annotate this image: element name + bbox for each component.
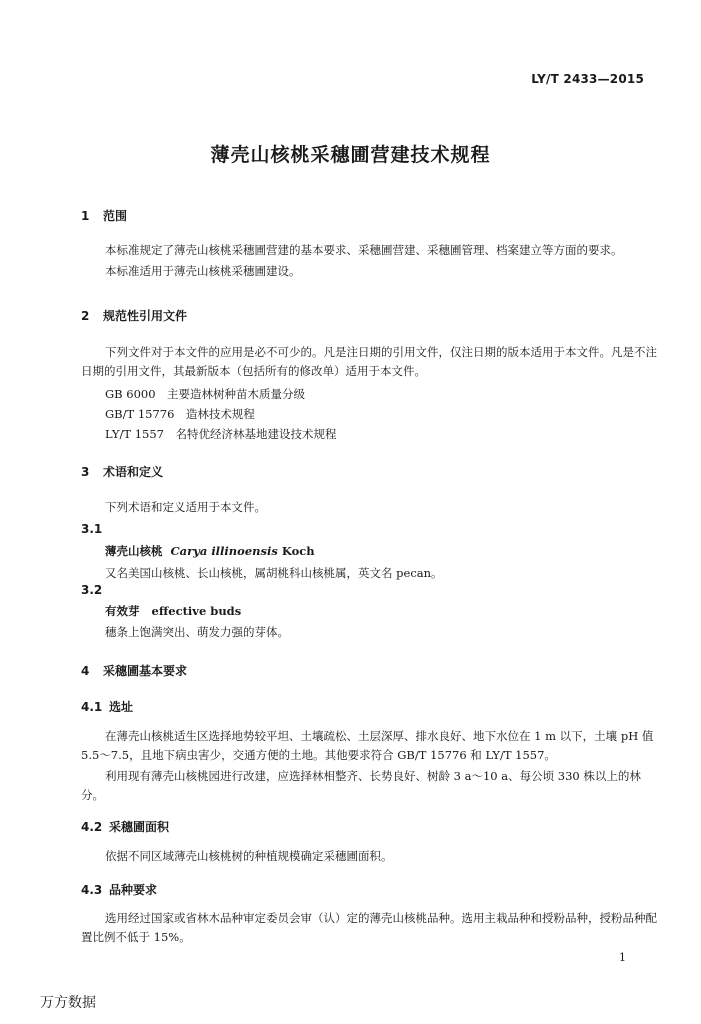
reference-item: GB/T 15776 造林技术规程 [105,407,255,421]
term-3-1-definition: 又名美国山核桃、长山核桃，属胡桃科山核桃属，英文名 pecan。 [105,566,443,580]
term-3-2-definition: 穗条上饱满突出、萌发力强的芽体。 [105,625,289,639]
section-number: 4.3 [81,883,103,897]
section-title: 采穗圃面积 [109,820,170,834]
section-2-heading [81,307,187,324]
document-title: 薄壳山核桃采穗圃营建技术规程 [210,144,491,166]
section-number: 2 [81,309,90,323]
section-3-heading [81,463,163,480]
section-4-1-paragraph-1 [81,727,661,765]
paragraph-text: 利用现有薄壳山核桃园进行改建，应选择林相整齐、长势良好、树龄 3 a～10 a、每公顷 330 株以上的林分。 [81,769,641,802]
section-number: 4.2 [81,820,103,834]
term-3-1-name [105,543,315,559]
section-4-1-heading [81,698,133,715]
term-author: Koch [281,544,315,558]
section-title: 采穗圃基本要求 [103,664,188,678]
paragraph-text: 依据不同区域薄壳山核桃树的种植规模确定采穗圃面积。 [105,849,393,863]
term-3-2-number: 3.2 [81,583,103,597]
section-title: 选址 [109,700,134,714]
section-title: 规范性引用文件 [103,309,188,323]
section-4-2-paragraph [81,847,661,866]
section-title: 范围 [103,209,128,223]
section-4-3-paragraph [81,909,661,947]
paragraph-text: 下列文件对于本文件的应用是必不可少的。凡是注日期的引用文件，仅注日期的版本适用于本文件。凡是不注日期的引用文件，其最新版本（包括所有的修改单）适用于本文件。 [81,345,657,378]
section-title: 品种要求 [109,883,158,897]
standard-code: LY/T 2433—2015 [531,72,644,86]
section-4-2-heading [81,818,169,835]
term-3-2-name [105,603,241,619]
section-number: 3 [81,465,90,479]
section-number: 4 [81,664,90,678]
paragraph-text: 本标准规定了薄壳山核桃采穗圃营建的基本要求、采穗圃营建、采穗圃管理、档案建立等方面的要求。 [105,243,623,257]
section-1-heading [81,207,127,224]
reference-item: GB 6000 主要造林树种苗木质量分级 [105,387,306,401]
reference-item: LY/T 1557 名特优经济林基地建设技术规程 [105,427,337,441]
term-latin: Carya illinoensis [170,544,278,558]
paragraph-text: 在薄壳山核桃适生区选择地势较平坦、土壤疏松、土层深厚、排水良好、地下水位在 1 m 以下，土壤 pH 值 5.5～7.5，且地下病虫害少，交通方便的土地。其他要求符合 GB/T 15776 和 LY/T 1557。 [81,729,654,762]
term-english: effective buds [151,604,242,618]
term-3-1-number: 3.1 [81,522,103,536]
term-chinese: 薄壳山核桃 [105,544,163,558]
source-watermark: 万方数据 [40,995,96,1011]
page-number: 1 [619,951,626,964]
section-1-scope [81,262,661,281]
section-4-1-paragraph-2 [81,767,661,805]
section-3-intro: 下列术语和定义适用于本文件。 [105,500,266,514]
section-2-paragraph [81,343,661,381]
section-1-paragraph [81,241,661,260]
paragraph-text: 选用经过国家或省林木品种审定委员会审（认）定的薄壳山核桃品种。选用主栽品种和授粉品种，授粉品种配置比例不低于 15%。 [81,911,657,944]
paragraph-text: 本标准适用于薄壳山核桃采穗圃建设。 [105,264,301,278]
section-4-3-heading [81,881,157,898]
section-title: 术语和定义 [103,465,164,479]
section-number: 1 [81,209,90,223]
section-4-heading [81,662,187,679]
term-chinese: 有效芽 [105,604,140,618]
section-number: 4.1 [81,700,103,714]
